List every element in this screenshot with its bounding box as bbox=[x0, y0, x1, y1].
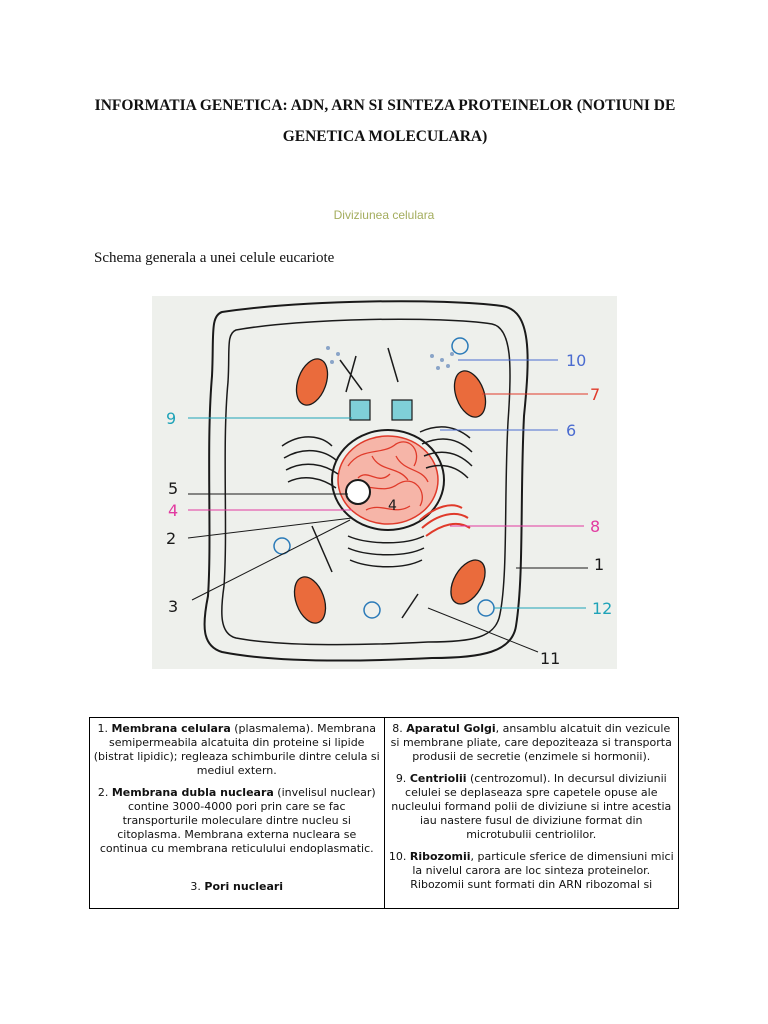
page-title: INFORMATIA GENETICA: ADN, ARN SI SINTEZA PROTEINELOR (NOTIUNI DE GENETICA MOLECULARA) bbox=[94, 97, 676, 145]
organelle-legend-table bbox=[89, 717, 679, 909]
figure-caption: Schema generala a unei celule eucariote bbox=[94, 250, 335, 266]
legend-column-left bbox=[90, 718, 385, 909]
label-6: 6 bbox=[566, 421, 577, 440]
label-12: 12 bbox=[592, 599, 613, 618]
legend-item-10: 10. Ribozomii, particule sferice de dimensiuni mici la nivelul carora are loc sinteza proteinelor. Ribozomii sunt formati din ARN ribozomal si bbox=[388, 850, 674, 891]
cell-diagram bbox=[152, 296, 617, 669]
label-1: 1 bbox=[594, 555, 605, 574]
centrioles bbox=[350, 400, 412, 420]
legend-item-3: 3. Pori nucleari bbox=[190, 880, 284, 893]
label-9: 9 bbox=[166, 409, 177, 428]
label-3: 3 bbox=[168, 597, 179, 616]
legend-column-right bbox=[384, 718, 679, 909]
label-5: 5 bbox=[168, 479, 179, 498]
legend-item-8: 8. Aparatul Golgi, ansamblu alcatuit din vezicule si membrane pliate, care depoziteaza si transporta produsii de secretie (enzimele si hormonii). bbox=[390, 722, 672, 763]
label-7: 7 bbox=[590, 385, 601, 404]
label-8: 8 bbox=[590, 517, 601, 536]
nucleus-label: 4 bbox=[388, 498, 397, 514]
legend-item-9: 9. Centriolii (centrozomul). In decursul diviziunii celulei se deplaseaza spre capetele opuse ale nucleului formand polii de diviziune si intre acestia iau nastere fusul de diviziune format din microtubulii centriolilor. bbox=[391, 772, 672, 841]
label-2: 2 bbox=[166, 529, 177, 548]
golgi-apparatus bbox=[420, 505, 470, 536]
label-10: 10 bbox=[566, 351, 587, 370]
label-4: 4 bbox=[168, 501, 179, 520]
section-link-diviziunea-celulara[interactable]: Diviziunea celulara bbox=[333, 208, 435, 222]
legend-item-1: 1. Membrana celulara (plasmalema). Membrana semipermeabila alcatuita din proteine si lipide (bistrat lipidic); regleaza schimburile dintre celula si mediul extern. bbox=[93, 722, 380, 777]
legend-item-2: 2. Membrana dubla nucleara (invelisul nuclear) contine 3000-4000 pori prin care se fac transporturile moleculare dintre nucleu si citoplasma. Membrana externa nucleara se continua cu membrana reticulului endoplasmatic. bbox=[97, 786, 376, 855]
nucleolus bbox=[346, 480, 370, 504]
label-11: 11 bbox=[540, 649, 561, 668]
